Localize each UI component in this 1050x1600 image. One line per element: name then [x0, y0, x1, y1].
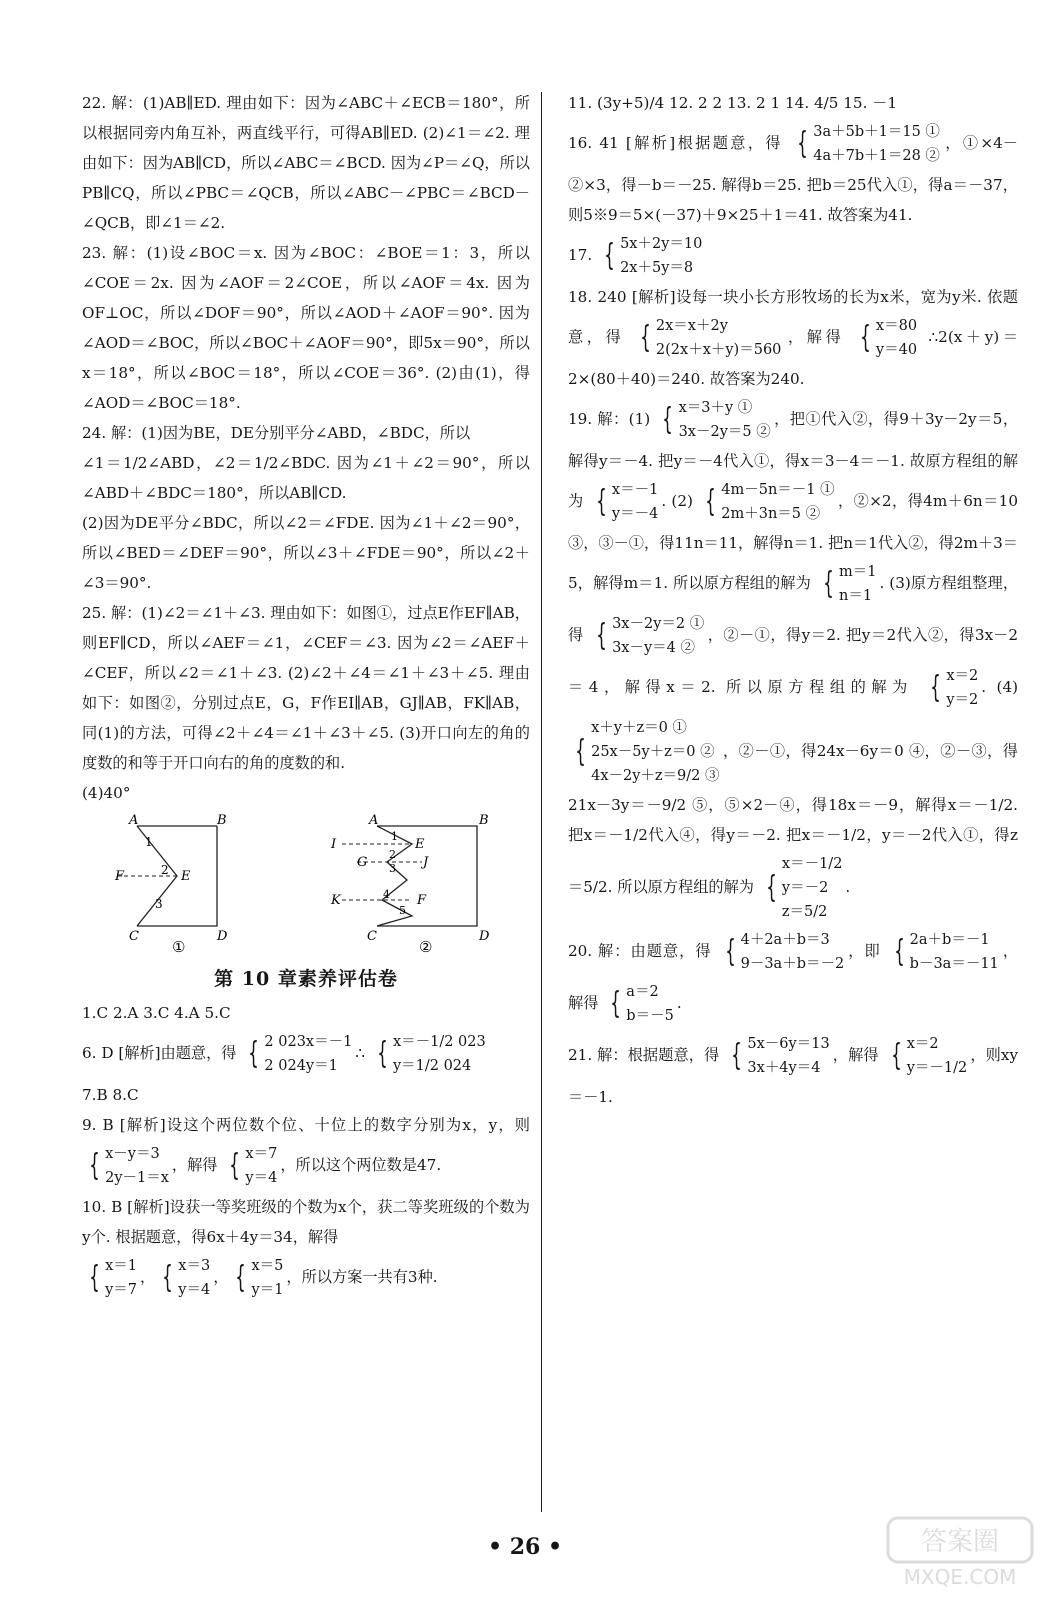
fig2-label-A: A	[369, 813, 379, 828]
fig1-label-1: 1	[145, 835, 153, 849]
answer-21-eq1: 5x－6y＝13	[747, 1036, 830, 1052]
fig2-label-D: D	[479, 929, 490, 944]
answer-19-a-end: ，把①代入②，得9＋3y－2y＝5，解得y＝－4. 把y＝－4代入①，得x＝3－4＝－1. 故原方程组的解为	[568, 410, 1019, 510]
answer-21-solution: { x＝2 y＝－1/2	[887, 1032, 968, 1080]
fig2-label-K: K	[331, 893, 341, 908]
answer-19-c-eq1: 3x－2y＝2 ①	[612, 616, 705, 632]
answer-19-a-eq2: 3x－2y＝5 ②	[678, 424, 771, 440]
fig2-caption: ②	[419, 938, 433, 956]
answer-21-end: ，则xy＝－1.	[568, 1046, 1019, 1106]
answer-20-eq4: b－3a＝－11	[909, 956, 999, 972]
svg-text:MXQE.COM: MXQE.COM	[903, 1565, 1017, 1589]
answer-20-text: 20. 解：由题意，得	[568, 942, 712, 960]
answer-20-system-2: { 2a＋b＝－1 b－3a＝－11	[890, 928, 999, 976]
answer-19-d-solution: { x＝－1/2 y＝－2 z＝5/2	[762, 852, 843, 924]
answer-10-s3x: x＝5	[251, 1258, 284, 1274]
answer-18-eq2: 2(2x＋x＋y)＝560	[655, 342, 782, 358]
answer-6-text: 6. D [解析]由题意，得	[82, 1044, 237, 1062]
fig2-label-G: G	[357, 855, 368, 870]
fig2-label-F: F	[417, 893, 427, 908]
answer-19-d-eq1: x＋y＋z＝0 ①	[591, 720, 687, 736]
answer-10-text: 10. B [解析]设获一等奖班级的个数为x个，获二等奖班级的个数为y个. 根据题意，得6x＋4y＝34，解得	[82, 1198, 530, 1246]
answer-19-c-solution: { x＝2 y＝2	[926, 664, 978, 712]
answer-19-d-eq2: 25x－5y＋z＝0 ②	[591, 744, 715, 760]
watermark-logo	[880, 1512, 1040, 1592]
answer-19-b-eq2: 2m＋3n＝5 ②	[721, 506, 821, 522]
fig1-caption: ①	[172, 938, 186, 956]
answer-20-eq3: 2a＋b＝－1	[909, 932, 990, 948]
fig1-label-C: C	[129, 929, 139, 944]
answer-19-d-end: ，②－①，得24x－6y＝0 ④，②－③，得21x－3y＝－9/2 ⑤，⑤×2－④，得18x＝－9，解得x＝－1/2. 把x＝－1/2代入④，得y＝－2. 把x＝－1/2，y＝－2代入①，得z＝5/2. 所以原方程组的解为	[568, 742, 1018, 896]
svg-text:答案圈: 答案圈	[920, 1527, 1000, 1557]
answer-16	[568, 118, 1018, 230]
answer-17-num: 17.	[568, 246, 593, 264]
answer-21-sol1: x＝2	[906, 1036, 939, 1052]
answer-6-eq1: 2 023x＝－1	[264, 1034, 353, 1050]
answer-19-b: (2)	[671, 492, 693, 510]
fig1-label-3: 3	[155, 897, 163, 911]
answer-9-end: ，所以这个两位数是47.	[280, 1156, 442, 1174]
answer-9-eq1: x－y＝3	[105, 1146, 160, 1162]
answer-19-d: (4)	[996, 678, 1019, 696]
answer-10-s2x: x＝3	[178, 1258, 211, 1274]
column-divider	[541, 92, 542, 1512]
answer-19-d-system: { x＋y＋z＝0 ① 25x－5y＋z＝0 ② 4x－2y＋z＝9/2 ③	[571, 716, 720, 788]
answer-19-b-end: ，②×2，得4m＋6n＝10 ③，③－①，得11n＝11，解得n＝1. 把n＝1代入②，得2m＋3＝5，解得m＝1. 所以原方程组的解为	[568, 492, 1019, 592]
answer-9-sol2: y＝4	[245, 1170, 278, 1186]
answer-19-d-sol2: y＝－2	[781, 880, 829, 896]
answer-16-system: { 3a＋5b＋1＝15 ① 4a＋7b＋1＝28 ②	[793, 120, 940, 168]
answer-10-s2y: y＝4	[178, 1282, 211, 1298]
answer-9: 9. B [解析]设这个两位数个位、十位上的数字分别为x，y，则 { x－y＝3 2y－1＝x ，解得 { x＝7 y＝4 ，所以这个两位数是47.	[82, 1110, 530, 1192]
answer-19-c-sol2: y＝2	[946, 692, 979, 708]
answer-24-part2: (2)因为DE平分∠BDC，所以∠2＝∠FDE. 因为∠1＋∠2＝90°，所以∠BED＝∠DEF＝90°，所以∠3＋∠FDE＝90°，所以∠2＋∠3＝90°.	[82, 514, 530, 592]
fig2-label-2: 2	[389, 848, 396, 861]
answer-20-sol2: b＝－5	[626, 1008, 674, 1024]
answer-17-eq1: 5x＋2y＝10	[620, 236, 703, 252]
answer-10-end: ，所以方案一共有3种.	[286, 1268, 438, 1286]
fig2-label-1: 1	[391, 830, 398, 843]
answer-19-c-system: { 3x－2y＝2 ① 3x－y＝4 ②	[592, 612, 704, 660]
answer-18-solution: { x＝80 y＝40	[856, 314, 917, 362]
answer-25: 25. 解：(1)∠2＝∠1＋∠3. 理由如下：如图①，过点E作EF∥AB，则EF∥CD，所以∠AEF＝∠1，∠CEF＝∠3. 因为∠2＝∠AEF＋∠CEF，所以∠2＝∠1＋∠3. (2)∠2＋∠4＝∠1＋∠3＋∠5. 理由如下：如图②，分别过点E，G，F作EI∥AB，GJ∥AB，FK∥AB，同(1)的方法，可得∠2＋∠4＝∠1＋∠3＋∠5. (3)开口向左的角的度数的和等于开口向右的角的度数的和.	[82, 604, 530, 772]
fig2-label-E: E	[415, 837, 425, 852]
fig1-label-E: E	[181, 869, 191, 884]
answer-24-part1: ∠1＝1/2∠ABD，∠2＝1/2∠BDC. 因为∠1＋∠2＝90°，所以∠ABD＋∠BDC＝180°，所以AB∥CD.	[82, 454, 530, 502]
answer-20-mid: ，即	[847, 942, 881, 960]
page-number: • 26 •	[487, 1534, 563, 1560]
answer-6-sol2: y＝1/2 024	[392, 1058, 472, 1074]
answer-18-sol2: y＝40	[875, 342, 918, 358]
answer-20-sol1: a＝2	[626, 984, 659, 1000]
answer-19-c-eq2: 3x－y＝4 ②	[612, 640, 696, 656]
answer-21-eq2: 3x＋4y＝4	[747, 1060, 821, 1076]
answer-9-sol1: x＝7	[245, 1146, 278, 1162]
answer-20-end: ，解得	[568, 942, 1019, 1012]
answer-19-d-eq3: 4x－2y＋z＝9/2 ③	[591, 768, 720, 784]
fig1-label-2: 2	[161, 863, 169, 877]
answer-25-part4: (4)40°	[82, 784, 131, 802]
answer-19-c: (3)原方程组整理，得	[568, 574, 1019, 644]
answer-6-eq2: 2 024y＝1	[264, 1058, 338, 1074]
answer-9-text: 9. B [解析]设这个两位数个位、十位上的数字分别为x，y，则	[82, 1116, 530, 1134]
answer-19-c-sol1: x＝2	[946, 668, 979, 684]
fig2-label-4: 4	[383, 888, 390, 901]
answer-20: 20. 解：由题意，得 { 4＋2a＋b＝3 9－3a＋b＝－2 ，即 { 2a＋b＝－1 b－3a＝－11 ，解得 { a＝2 b＝－5 .	[568, 926, 1018, 1030]
answer-10-s1y: y＝7	[105, 1282, 138, 1298]
answer-10: 10. B [解析]设获一等奖班级的个数为x个，获二等奖班级的个数为y个. 根据题意，得6x＋4y＝34，解得 { x＝1 y＝7 ， { x＝3 y＝4 ， { x＝5 y＝1 ，所以方案一共有3种.	[82, 1192, 530, 1304]
answer-6-solution: { x＝－1/2 023 y＝1/2 024	[373, 1030, 486, 1078]
fig2-label-B: B	[479, 813, 489, 828]
answers-1-5: 1.C 2.A 3.C 4.A 5.C	[82, 1004, 231, 1022]
answer-19: 19. 解：(1) { x＝3＋y ① 3x－2y＝5 ② ，把①代入②，得9＋3y－2y＝5，解得y＝－4. 把y＝－4代入①，得x＝3－4＝－1. 故原方程组的解为 { x＝－1 y＝－4 . (2) { 4m－5n＝－1 ① 2m＋3n＝5 ② ，②×2，得4m＋6n＝10 ③，③－①，得11n＝11，解得n＝1. 把n＝1代入②，得2m＋3＝5，解得m＝1. 所以原方程组的解为 { m＝1 n＝1 . (3)原方程组整理，得 { 3x－2y＝2 ① 3x－y＝4 ② ，②－①，得y＝2. 把y＝2代入②，得3x－2＝4，解得x＝2. 所以原方程组的解为 { x＝2 y＝2 . (4) { x＋y＋z＝0 ① 25x－5y＋z＝0 ② 4x－2y＋z＝9/2 ③ ，②－①，得24x－6y＝0 ④，②－③，得21x－3y＝－9/2 ⑤，⑤×2－④，得18x＝－9，解得x＝－1/2. 把x＝－1/2代入④，得y＝－2. 把x＝－1/2，y＝－2代入①，得z＝5/2. 所以原方程组的解为 { x＝－1/2 y＝－2 z＝5/2 .	[568, 394, 1018, 926]
answer-19-a-solution: { x＝－1 y＝－4	[592, 478, 659, 526]
answers-7-8: 7.B 8.C	[82, 1086, 139, 1104]
answer-10-solution-1: { x＝1 y＝7	[85, 1254, 137, 1302]
answer-9-solution: { x＝7 y＝4	[225, 1142, 277, 1190]
answer-19-a-sol1: x＝－1	[611, 482, 659, 498]
answer-19-b-system: { 4m－5n＝－1 ① 2m＋3n＝5 ②	[701, 478, 834, 526]
answer-21-text: 21. 解：根据题意，得	[568, 1046, 720, 1064]
answer-23: 23. 解：(1)设∠BOC＝x. 因为∠BOC：∠BOE＝1：3，所以∠COE＝2x. 因为∠AOF＝2∠COE，所以∠AOF＝4x. 因为OF⊥OC，所以∠DOF＝90°，所以∠AOD＋∠AOF＝90°. 因为∠AOD＝∠BOC，所以∠BOC＋∠AOF＝90°，即5x＝90°，所以x＝18°，所以∠BOC＝18°，所以∠COE＝36°. (2)由(1)，得∠AOD＝∠BOC＝18°.	[82, 244, 530, 412]
answer-21-sol2: y＝－1/2	[906, 1060, 968, 1076]
answer-19-b-solution: { m＝1 n＝1	[819, 560, 877, 608]
answer-18: 18. 240 [解析]设每一块小长方形牧场的长为x米，宽为y米. 依题意，得 { 2x＝x＋2y 2(2x＋x＋y)＝560 ，解得 { x＝80 y＝40 ∴2(x＋y)＝2×(80＋40)＝240. 故答案为240.	[568, 288, 1019, 388]
figure-2	[327, 814, 517, 954]
answer-16-eq2: 4a＋7b＋1＝28 ②	[813, 148, 940, 164]
answer-19-a: 19. 解：(1)	[568, 410, 651, 428]
answers-11-15: 11. (3y+5)/4 12. 2 2 13. 2 1 14. 4/5 15. －1	[568, 94, 898, 112]
answer-19-c-end: ，②－①，得y＝2. 把y＝2代入②，得3x－2＝4，解得x＝2. 所以原方程组的解为	[568, 626, 1019, 696]
answer-22: 22. 解：(1)AB∥ED. 理由如下：因为∠ABC＋∠ECB＝180°，所以根据同旁内角互补，两直线平行，可得AB∥ED. (2)∠1＝∠2. 理由如下：因为AB∥CD，所以∠ABC＝∠BCD. 因为∠P＝∠Q，所以PB∥CQ，所以∠PBC＝∠QCB，所以∠ABC－∠PBC＝∠BCD－∠QCB，即∠1＝∠2.	[82, 94, 530, 232]
answer-19-d-sol1: x＝－1/2	[781, 856, 843, 872]
answer-17	[568, 230, 1018, 282]
answer-6-sol1: x＝－1/2 023	[392, 1034, 486, 1050]
section-title: 第 10 章素养评估卷	[214, 968, 398, 990]
answer-19-d-sol3: z＝5/2	[781, 904, 828, 920]
answer-6: 6. D [解析]由题意，得 { 2 023x＝－1 2 024y＝1 ∴ { x＝－1/2 023 y＝1/2 024	[82, 1028, 530, 1080]
answer-16-eq1: 3a＋5b＋1＝15 ①	[813, 124, 940, 140]
answer-20-system: { 4＋2a＋b＝3 9－3a＋b＝－2	[721, 928, 845, 976]
fig2-label-I: I	[331, 837, 337, 852]
answer-19-a-sol2: y＝－4	[611, 506, 659, 522]
answer-20-eq2: 9－3a＋b＝－2	[740, 956, 845, 972]
fig1-label-A: A	[129, 813, 139, 828]
answer-16-text: 16. 41 [解析]根据题意，得	[568, 134, 783, 152]
answer-10-solution-2: { x＝3 y＝4	[158, 1254, 210, 1302]
answer-18-system: { 2x＝x＋2y 2(2x＋x＋y)＝560	[636, 314, 782, 362]
answer-19-b-eq1: 4m－5n＝－1 ①	[721, 482, 835, 498]
answer-10-solution-3: { x＝5 y＝1	[231, 1254, 283, 1302]
fig2-label-3: 3	[389, 862, 396, 875]
answer-18-sol1: x＝80	[875, 318, 918, 334]
answer-18-end: ∴2(x＋y)＝2×(80＋40)＝240. 故答案为240.	[568, 328, 1019, 388]
answer-10-s1x: x＝1	[105, 1258, 137, 1274]
answer-18-text: 18. 240 [解析]设每一块小长方形牧场的长为x米，宽为y米. 依题意，得	[568, 288, 1018, 346]
fig2-label-5: 5	[399, 904, 406, 917]
answer-16-end: ，①×4－②×3，得－b＝－25. 解得b＝25. 把b＝25代入①，得a＝－37，则5※9＝5×(－37)＋9×25＋1＝41. 故答案为41.	[568, 134, 1018, 224]
figures	[82, 814, 530, 954]
answer-10-s3y: y＝1	[251, 1282, 284, 1298]
answer-17-system: { 5x＋2y＝10 2x＋5y＝8	[600, 232, 702, 280]
answer-19-b-sol1: m＝1	[838, 564, 877, 580]
answer-9-eq2: 2y－1＝x	[105, 1170, 169, 1186]
answer-21-system: { 5x－6y＝13 3x＋4y＝4	[727, 1032, 829, 1080]
answer-17-eq2: 2x＋5y＝8	[620, 260, 694, 276]
figure-1	[117, 814, 287, 954]
answer-6-system: { 2 023x＝－1 2 024y＝1	[244, 1030, 352, 1078]
fig1-label-D: D	[217, 929, 228, 944]
answer-19-b-sol2: n＝1	[838, 588, 873, 604]
fig1-label-F: F	[115, 869, 125, 884]
answer-18-eq1: 2x＝x＋2y	[655, 318, 728, 334]
answer-19-a-eq1: x＝3＋y ①	[678, 400, 753, 416]
fig2-label-J: J	[423, 855, 429, 870]
answer-20-solution: { a＝2 b＝－5	[606, 980, 674, 1028]
right-column	[568, 88, 1018, 1112]
fig1-label-B: B	[217, 813, 227, 828]
answer-21-mid: ，解得	[832, 1046, 879, 1064]
answer-21	[568, 1030, 1018, 1112]
answer-19-a-system: { x＝3＋y ① 3x－2y＝5 ②	[658, 396, 770, 444]
answer-9-system: { x－y＝3 2y－1＝x	[85, 1142, 169, 1190]
answer-24-intro: 24. 解：(1)因为BE，DE分别平分∠ABD，∠BDC，所以	[82, 424, 471, 442]
fig2-label-C: C	[367, 929, 377, 944]
left-column	[82, 88, 530, 1304]
answer-20-eq1: 4＋2a＋b＝3	[740, 932, 830, 948]
